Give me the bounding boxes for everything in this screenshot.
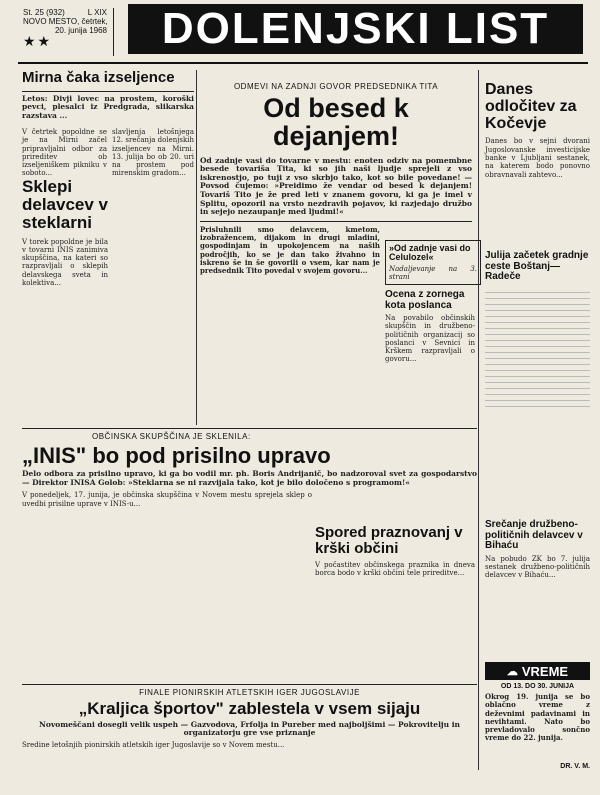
- headline-ocena: Ocena z zornega kota poslanca: [385, 289, 465, 311]
- divider: [22, 684, 477, 685]
- weather-title: [485, 662, 590, 680]
- subhead-sport: Novomeščani dosegli velik uspeh — Gazvodova, Frfolja in Pureber med najboljšimi — Pokrovitelju in organizatorju gre vse priznanje: [38, 719, 460, 738]
- headline-bihac: Srečanje družbeno-političnih delavcev v Bihaću: [485, 519, 583, 551]
- kicker-sport: FINALE PIONIRSKIH ATLETSKIH IGER JUGOSLAVIJE: [139, 688, 360, 697]
- bihac-article: [485, 520, 590, 655]
- headline-kocevje: Danes odločitev za Kočevje: [485, 81, 577, 132]
- bihac-body: Na pobudo ZK bo 7. julija sestanek družbeno-političnih delavcev v Bihaću...: [485, 554, 590, 580]
- left-top-article: [22, 70, 194, 120]
- subhead-inis: Delo odbora za prisilno upravo, ki ga bo vodil mr. ph. Boris Andrijanič, bo nadzoroval svet za gospodarstvo — Direktor INISA Golob: »Steklarna se ni razvijala tako, kot je bilo določeno s programom!«: [22, 469, 477, 487]
- weather-text: Okrog 19. junija se bo oblačno vreme z deževnimi padavinami in nevihtami. Nato bo prevladovalo sončno vreme do 22. junija.: [485, 692, 590, 743]
- right-top-article: [485, 82, 590, 407]
- headline-dejanjem: Od besed k dejanjem!: [263, 93, 409, 152]
- masthead: [18, 0, 588, 64]
- kicker-inis: OBČINSKA SKUPŠČINA JE SKLENILA:: [92, 432, 251, 441]
- issue-date: 20. junija 1968: [54, 26, 107, 35]
- issue-city: NOVO MESTO, četrtek,: [23, 17, 108, 26]
- divider: [200, 221, 472, 222]
- divider: [22, 91, 194, 92]
- sklepi-article: [22, 178, 108, 398]
- kocevje-body: Danes bo v sejni dvorani Jugoslovanske investicijske banke v Ljubljani sestanek, na katerem bodo ponovno obravnavali zahtevo...: [485, 137, 590, 179]
- ocena-article: [385, 290, 475, 414]
- weather-sign: DR. V. M.: [560, 763, 590, 770]
- newspaper-title: DOLENJSKI LIST: [128, 4, 583, 54]
- body-tito: Prisluhnili smo delavcem, kmetom, izobražencem, dijakom in drugi mladini, gospodinjam in upokojencem na naših področjih, ko se je dan tako živahno in iskreno še in še govorili o vsem, kar nam je predsednik Tito povedal v svojem govoru...: [200, 224, 380, 276]
- headline-bostanj: Julija začetek gradnje ceste Boštanj—Radeče: [485, 250, 589, 283]
- issue-year: L XIX: [87, 8, 107, 17]
- inis-body: V ponedeljek, 17. junija, je občinska skupščina v Novem mestu sprejela sklep o uvedbi prisilne uprave v INIS-u...: [22, 491, 312, 508]
- issue-box: [23, 8, 114, 56]
- weather-box: [485, 662, 590, 770]
- headline-inis: „INIS" bo pod prisilno upravo: [22, 443, 331, 468]
- stars-icon: ★★: [23, 33, 53, 49]
- col-rule: [478, 70, 479, 770]
- mirna-body-1: V četrtek popoldne se je na Mirni začel pripravljalni odbor za prireditev ob izseljeniškem pikniku v soboto...: [22, 128, 107, 178]
- headline-spored: Spored praznovanj v krški občini: [315, 524, 463, 557]
- kicker-tito: ODMEVI NA ZADNJI GOVOR PREDSEDNIKA TITA: [233, 82, 439, 91]
- bostanj-body: [485, 287, 590, 407]
- subhead-mirna: Letos: Divji lovec na prostem, koroški pevci, plesalci iz Predgrada, slikarska razstava ...: [22, 93, 194, 120]
- celuloze-caption: Nadaljevanje na 3. strani: [389, 264, 477, 282]
- celuloze-box: [385, 240, 481, 285]
- lead-tito: Od zadnje vasi do tovarne v mestu: enoten odziv na pomembne besede tovariša Tita, ki so jih naši ljudje sprejeli z vso iskrenostjo, po tuji z vso skrbjo tako, kot so bile povedane! — Povsod čujemo: »Preidimo že vendar od besed k dejanjem! Tovariš Tito je že pred leti v znanem govoru, ki ga je imel v Splitu, opozoril na vrsto nezdravih pojavov, ki razjedajo družbo in sejejo nezaupanje med ljudmi!«: [200, 155, 472, 217]
- headline-celuloze: »Od zadnje vasi do Celulozel«: [389, 243, 471, 263]
- issue-number: St. 25 (932): [23, 8, 65, 17]
- sport-body: Sredine letošnjih pionirskih atletskih iger Jugoslavije so v Novem mestu...: [22, 741, 285, 750]
- headline-sport: „Kraljica športov" zablestela v vsem sijaju: [78, 699, 421, 718]
- ocena-body: Na povabilo občinskih skupščin in družbeno-političnih organizacij so poslanci v Sevnici in Krškem razpravljali o govoru...: [385, 314, 475, 364]
- bottom-article: [22, 688, 477, 781]
- spored-body: V počastitev občinskega praznika in dneva borca bodo v krški občini tele prireditve...: [315, 560, 475, 577]
- col-rule: [196, 70, 197, 425]
- weather-dates: OD 13. DO 30. JUNIJA: [500, 683, 575, 690]
- cloud-icon: ☁: [506, 665, 518, 678]
- headline-mirna: Mirna čaka izseljence: [22, 69, 175, 86]
- mirna-body-2: slavljenja letošnjega 12. srečanja dolenjskih izseljencev na Mirni. 13. julija bo ob 20. uri na prostem pod mirenskim gradom...: [112, 128, 194, 178]
- weather-title-text: VREME: [521, 663, 569, 679]
- sklepi-body: V torek popoldne je bila v tovarni INIS zanimiva skupščina, na kateri so razpravljali o sklepih delavskega sveta in kolektiva...: [22, 237, 108, 288]
- divider: [22, 428, 477, 429]
- spored-article: [315, 525, 475, 641]
- headline-sklepi: Sklepi delavcev v steklarni: [22, 177, 109, 232]
